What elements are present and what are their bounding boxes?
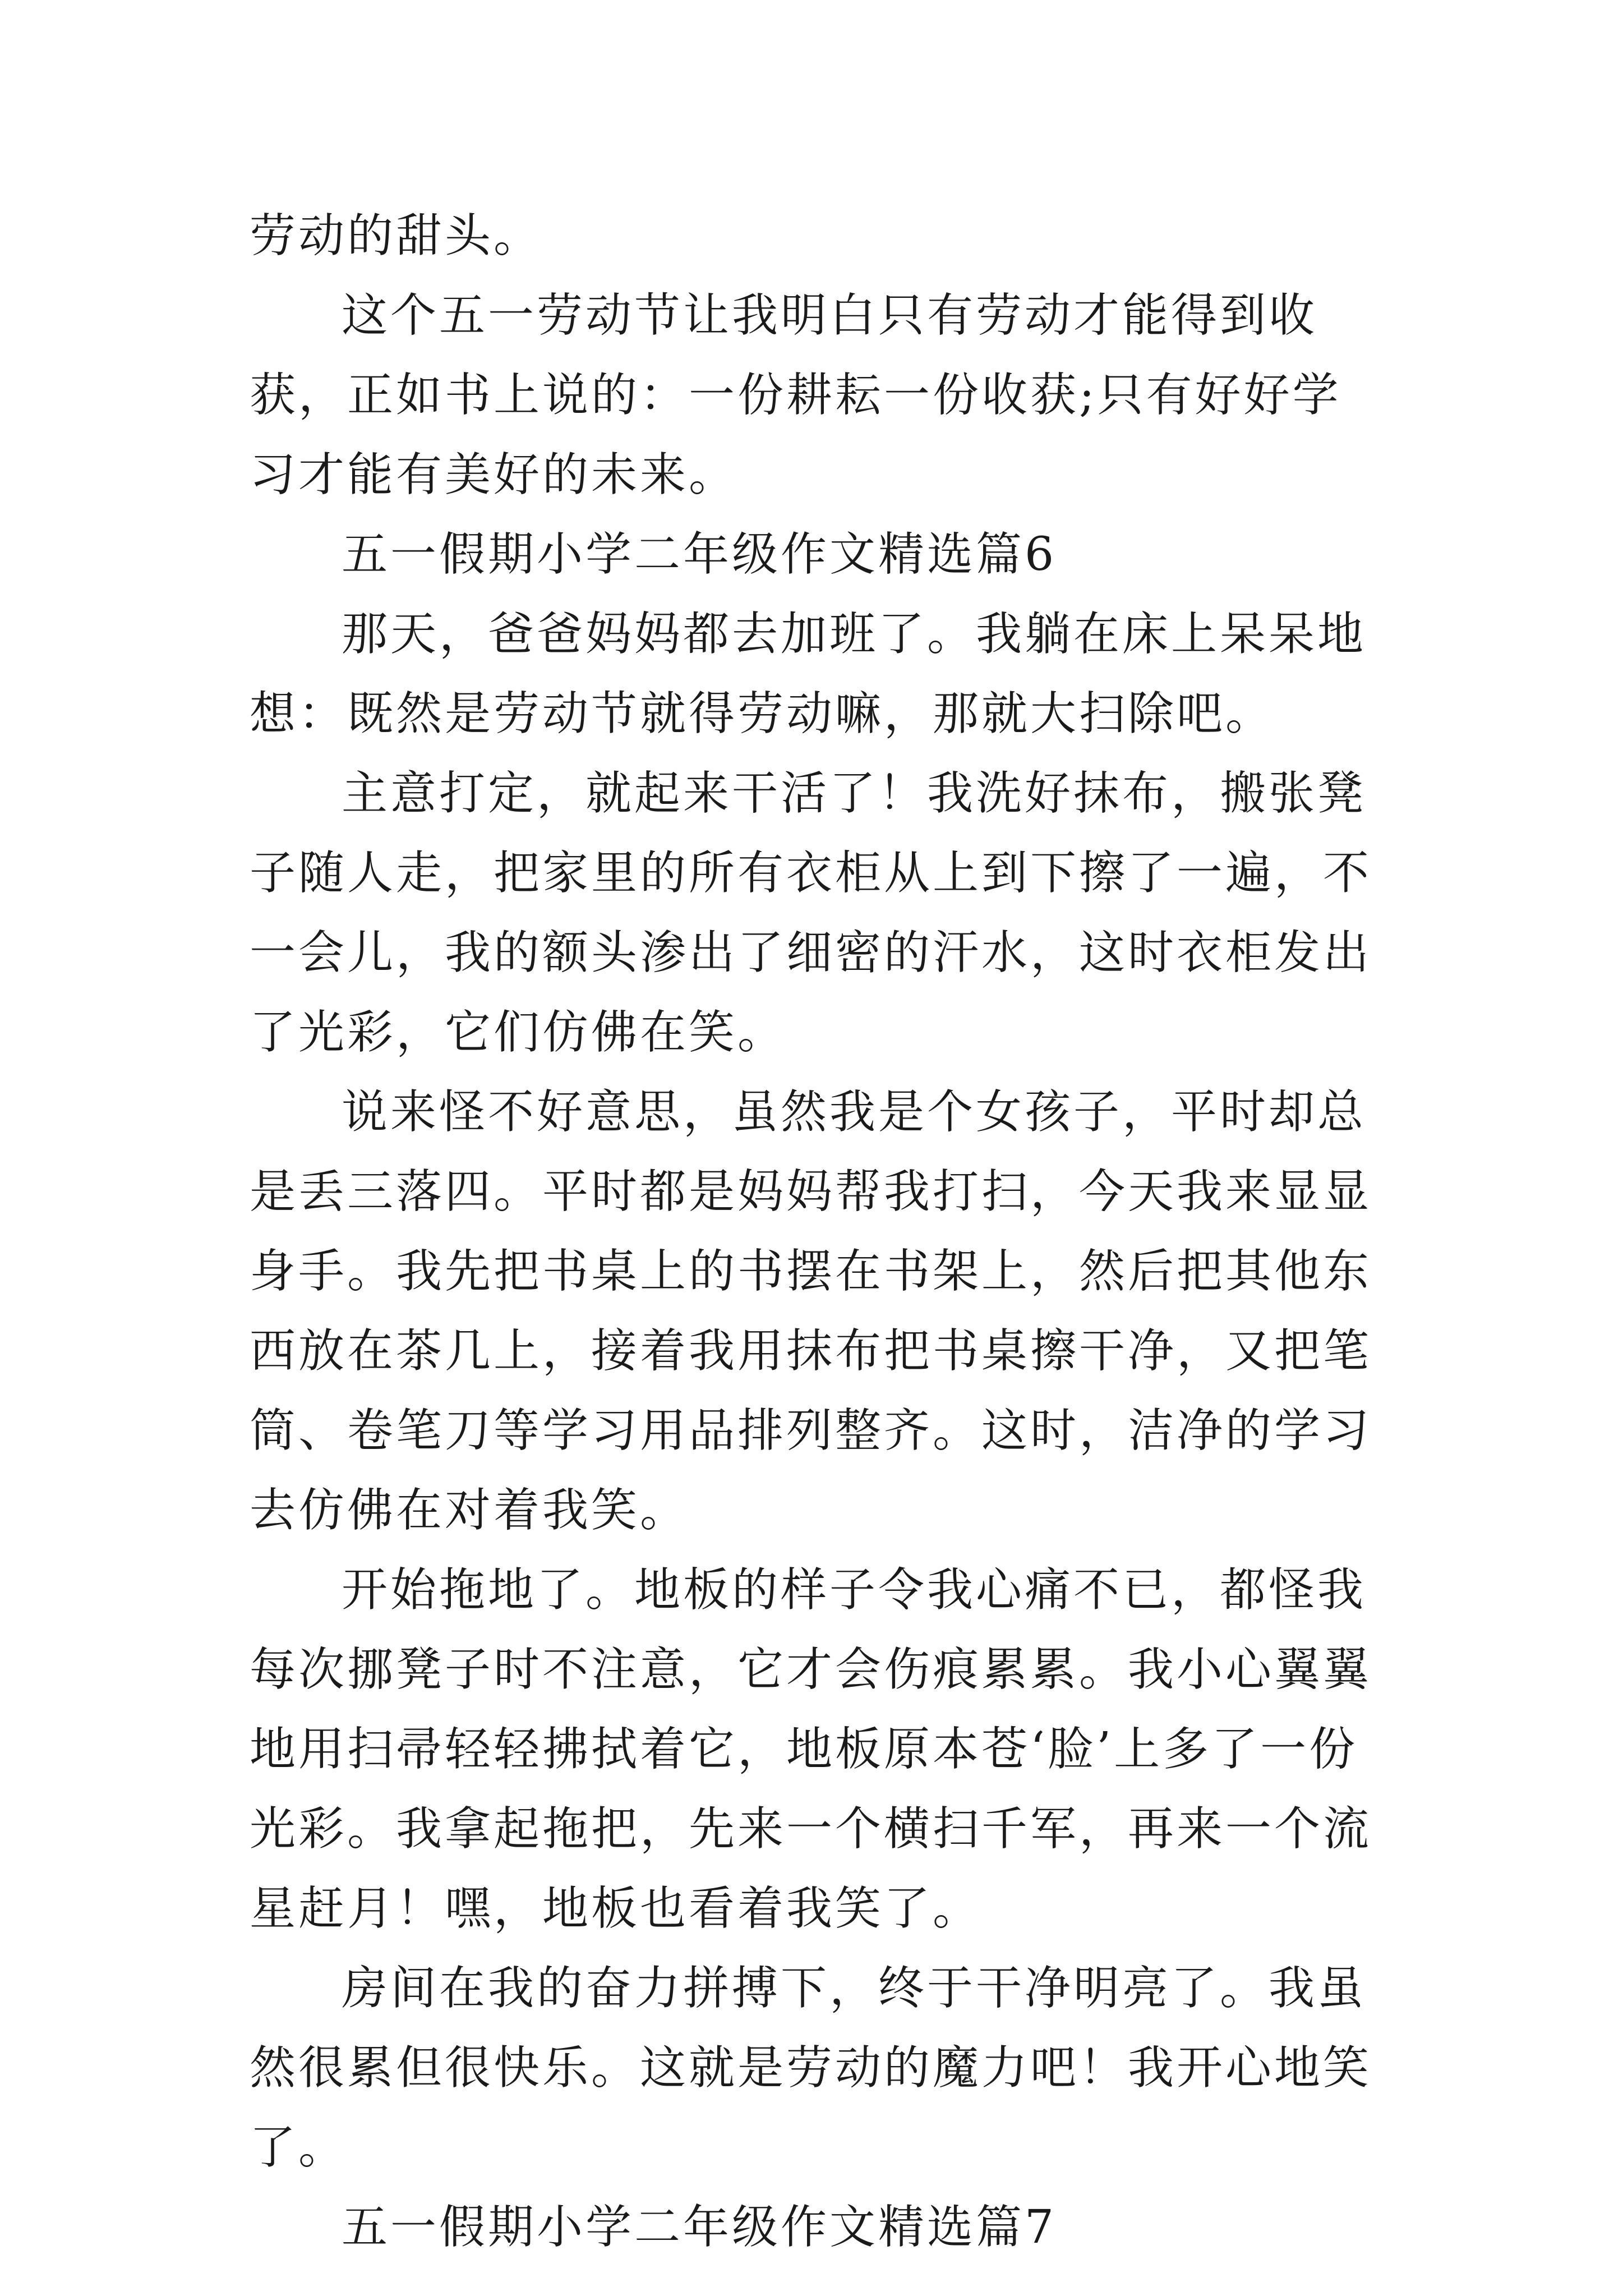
- paragraph: 主意打定，就起来干活了！我洗好抹布，搬张凳子随人走，把家里的所有衣柜从上到下擦了一遍，不一会儿，我的额头渗出了细密的汗水，这时衣柜发出了光彩，它们仿佛在笑。: [250, 767, 1372, 1059]
- paragraph: 开始拖地了。地板的样子令我心痛不已，都怪我每次挪凳子时不注意，它才会伤痕累累。我小心翼翼地用扫帚轻轻拂拭着它，地板原本苍‘脸’上多了一份光彩。我拿起拖把，先来一个横扫千军，再来一个流星赶月！嘿，地板也看着我笑了。: [250, 1563, 1372, 1935]
- paragraph: 那天，爸爸妈妈都去加班了。我躺在床上呆呆地想：既然是劳动节就得劳动嘛，那就大扫除吧。: [250, 608, 1367, 740]
- paragraph: 房间在我的奋力拼搏下，终于干净明亮了。我虽然很累但很快乐。这就是劳动的魔力吧！我开心地笑了。: [250, 1962, 1372, 2174]
- paragraph-continuation: 劳动的甜头。: [250, 209, 543, 263]
- document-body: [250, 196, 1388, 2267]
- section-heading-6: 五一假期小学二年级作文精选篇6: [342, 528, 1057, 581]
- paragraph-conclusion: 这个五一劳动节让我明白只有劳动才能得到收获，正如书上说的：一份耕耘一份收获;只有好好学习才能有美好的未来。: [250, 289, 1341, 501]
- section-heading-7: 五一假期小学二年级作文精选篇7: [342, 2201, 1057, 2254]
- paragraph: 说来怪不好意思，虽然我是个女孩子，平时却总是丢三落四。平时都是妈妈帮我打扫，今天我来显显身手。我先把书桌上的书摆在书架上，然后把其他东西放在茶几上，接着我用抹布把书桌擦干净，又把笔筒、卷笔刀等学习用品排列整齐。这时，洁净的学习去仿佛在对着我笑。: [250, 1085, 1372, 1537]
